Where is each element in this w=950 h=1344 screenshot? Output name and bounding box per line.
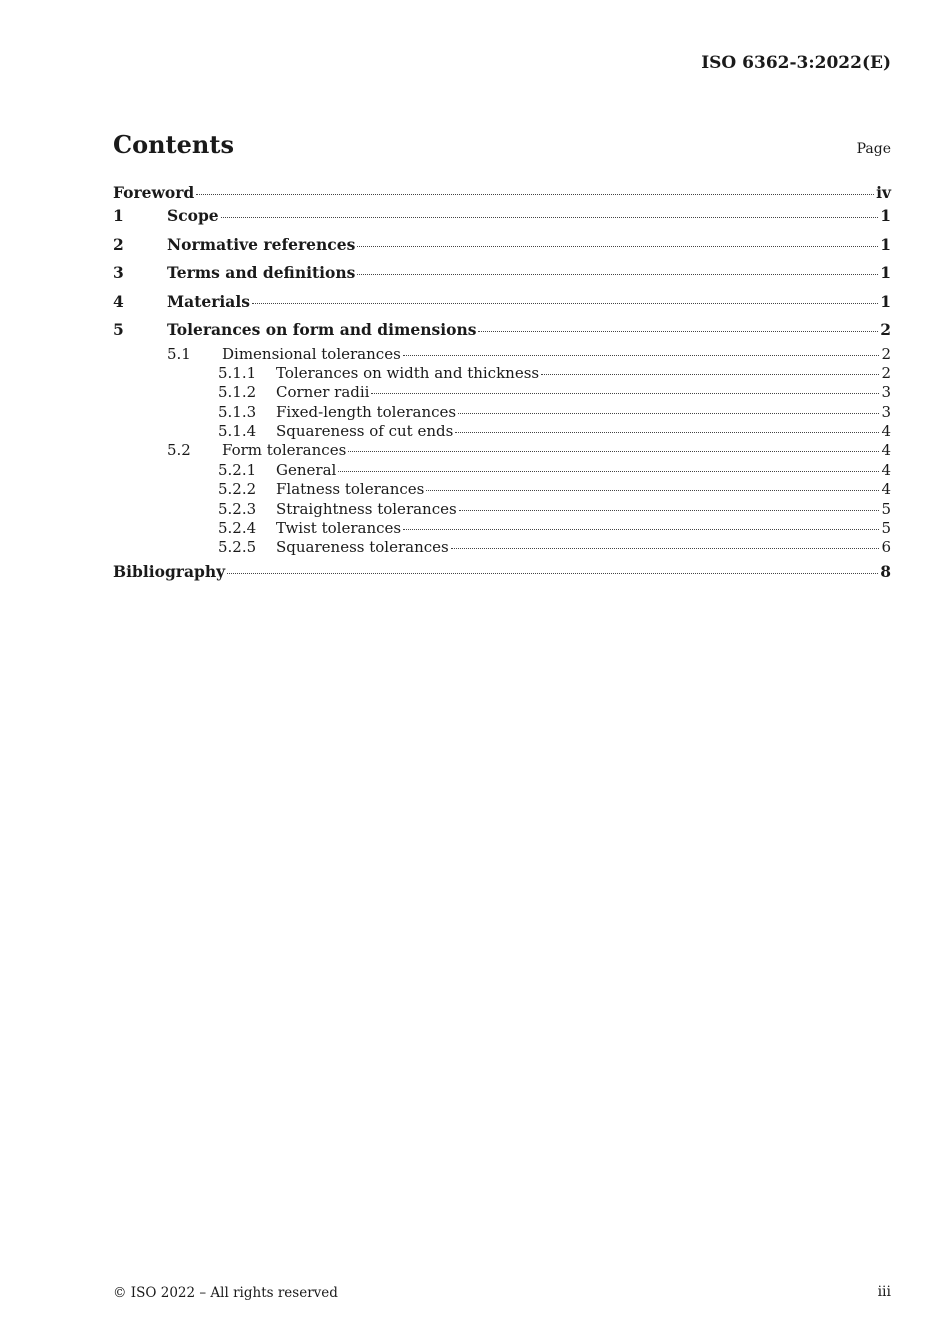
toc-entry-page: 1 [880, 263, 891, 282]
toc-entry-number: 5.2.2 [218, 480, 257, 499]
toc-entry-label: Terms and definitions [167, 263, 356, 282]
toc-entry-number: 5.2.3 [218, 499, 257, 518]
dot-leader [221, 217, 879, 218]
dot-leader [403, 529, 879, 530]
dot-leader [426, 490, 879, 491]
toc-entry-label: Squareness of cut ends [276, 422, 454, 441]
dot-leader [338, 471, 879, 472]
toc-entry[interactable] [113, 231, 891, 260]
toc-entry[interactable] [113, 364, 891, 383]
page-number: iii [877, 1284, 891, 1300]
toc-entry-label: Bibliography [113, 561, 226, 581]
toc-entry-label: Scope [167, 206, 219, 225]
toc-entry[interactable] [113, 538, 891, 557]
toc-entry[interactable] [113, 202, 891, 231]
toc-entry[interactable] [113, 383, 891, 402]
toc-entry-label: Twist tolerances [276, 519, 402, 538]
dot-leader [541, 374, 879, 375]
dot-leader [478, 331, 878, 332]
toc-entry-number: 4 [113, 291, 124, 311]
dot-leader [403, 355, 880, 356]
toc-entry-label: General [276, 460, 337, 479]
toc-entry-page: 3 [881, 402, 891, 421]
toc-entry-page: 8 [880, 561, 891, 581]
toc-entry-label: Normative references [167, 234, 356, 254]
toc-entry-page: 2 [880, 320, 891, 339]
toc-entry-label: Flatness tolerances [276, 480, 425, 499]
toc-entry-page: 1 [880, 206, 891, 225]
toc-entry[interactable] [113, 403, 891, 422]
toc-entry-page: 5 [881, 519, 891, 538]
toc-entry-label: Squareness tolerances [276, 538, 449, 557]
toc-entry-page: 1 [880, 234, 891, 254]
toc-entry-page: 6 [881, 538, 891, 557]
dot-leader [371, 393, 879, 394]
toc-entry[interactable] [113, 183, 891, 202]
toc-entry-label: Dimensional tolerances [222, 344, 401, 363]
toc-entry-page: 4 [881, 460, 891, 479]
copyright-notice: © ISO 2022 – All rights reserved [113, 1285, 338, 1301]
toc-entry-label: Tolerances on width and thickness [276, 363, 540, 382]
contents-title: Contents [113, 130, 234, 159]
toc-entry-page: 2 [881, 344, 891, 363]
toc-entry[interactable] [113, 259, 891, 288]
toc-entry-number: 5.2.5 [218, 538, 257, 557]
toc-entry-number: 1 [113, 206, 124, 225]
dot-leader [252, 303, 878, 304]
page-column-label: Page [856, 141, 891, 157]
toc-entry[interactable] [113, 461, 891, 480]
dot-leader [451, 548, 880, 549]
toc-entry[interactable] [113, 480, 891, 499]
toc-entry-page: 3 [881, 383, 891, 402]
toc-entry[interactable] [113, 500, 891, 519]
dot-leader [459, 510, 880, 511]
toc-entry-page: iv [876, 183, 891, 202]
toc-entry-number: 5.2 [167, 441, 191, 460]
toc-entry-number: 5.1.4 [218, 422, 257, 441]
toc-entry-label: Corner radii [276, 383, 370, 402]
toc-entry-label: Foreword [113, 183, 195, 202]
toc-entry-label: Materials [167, 291, 250, 311]
toc-entry-label: Straightness tolerances [276, 499, 457, 518]
toc-entry-page: 4 [881, 480, 891, 499]
toc-entry-number: 5.1.3 [218, 402, 257, 421]
toc-entry[interactable] [113, 345, 891, 364]
toc-entry[interactable] [113, 288, 891, 317]
dot-leader [348, 451, 879, 452]
toc-entry-number: 3 [113, 263, 124, 282]
toc-entry-page: 1 [880, 291, 891, 311]
dot-leader [357, 274, 878, 275]
dot-leader [196, 194, 874, 195]
toc-entry-number: 5.1.1 [218, 363, 257, 382]
document-id: ISO 6362-3:2022(E) [701, 53, 891, 73]
toc-entry-number: 2 [113, 234, 124, 254]
toc-entry-number: 5.1 [167, 344, 191, 363]
dot-leader [455, 432, 879, 433]
dot-leader [458, 413, 879, 414]
toc-entry-page: 5 [881, 499, 891, 518]
toc-entry-label: Tolerances on form and dimensions [167, 320, 477, 339]
toc-entry[interactable] [113, 519, 891, 538]
dot-leader [357, 246, 878, 247]
toc-entry-page: 4 [881, 422, 891, 441]
table-of-contents [113, 183, 891, 586]
toc-entry[interactable] [113, 441, 891, 460]
toc-entry-number: 5.1.2 [218, 383, 257, 402]
toc-entry-number: 5.2.4 [218, 519, 257, 538]
toc-entry-label: Fixed-length tolerances [276, 402, 457, 421]
toc-entry-page: 2 [881, 363, 891, 382]
toc-entry[interactable] [113, 316, 891, 345]
toc-entry-number: 5.2.1 [218, 460, 257, 479]
dot-leader [227, 573, 878, 574]
toc-entry-label: Form tolerances [222, 441, 347, 460]
toc-entry-page: 4 [881, 441, 891, 460]
toc-entry-number: 5 [113, 320, 124, 339]
toc-entry[interactable] [113, 422, 891, 441]
toc-entry[interactable] [113, 558, 891, 587]
